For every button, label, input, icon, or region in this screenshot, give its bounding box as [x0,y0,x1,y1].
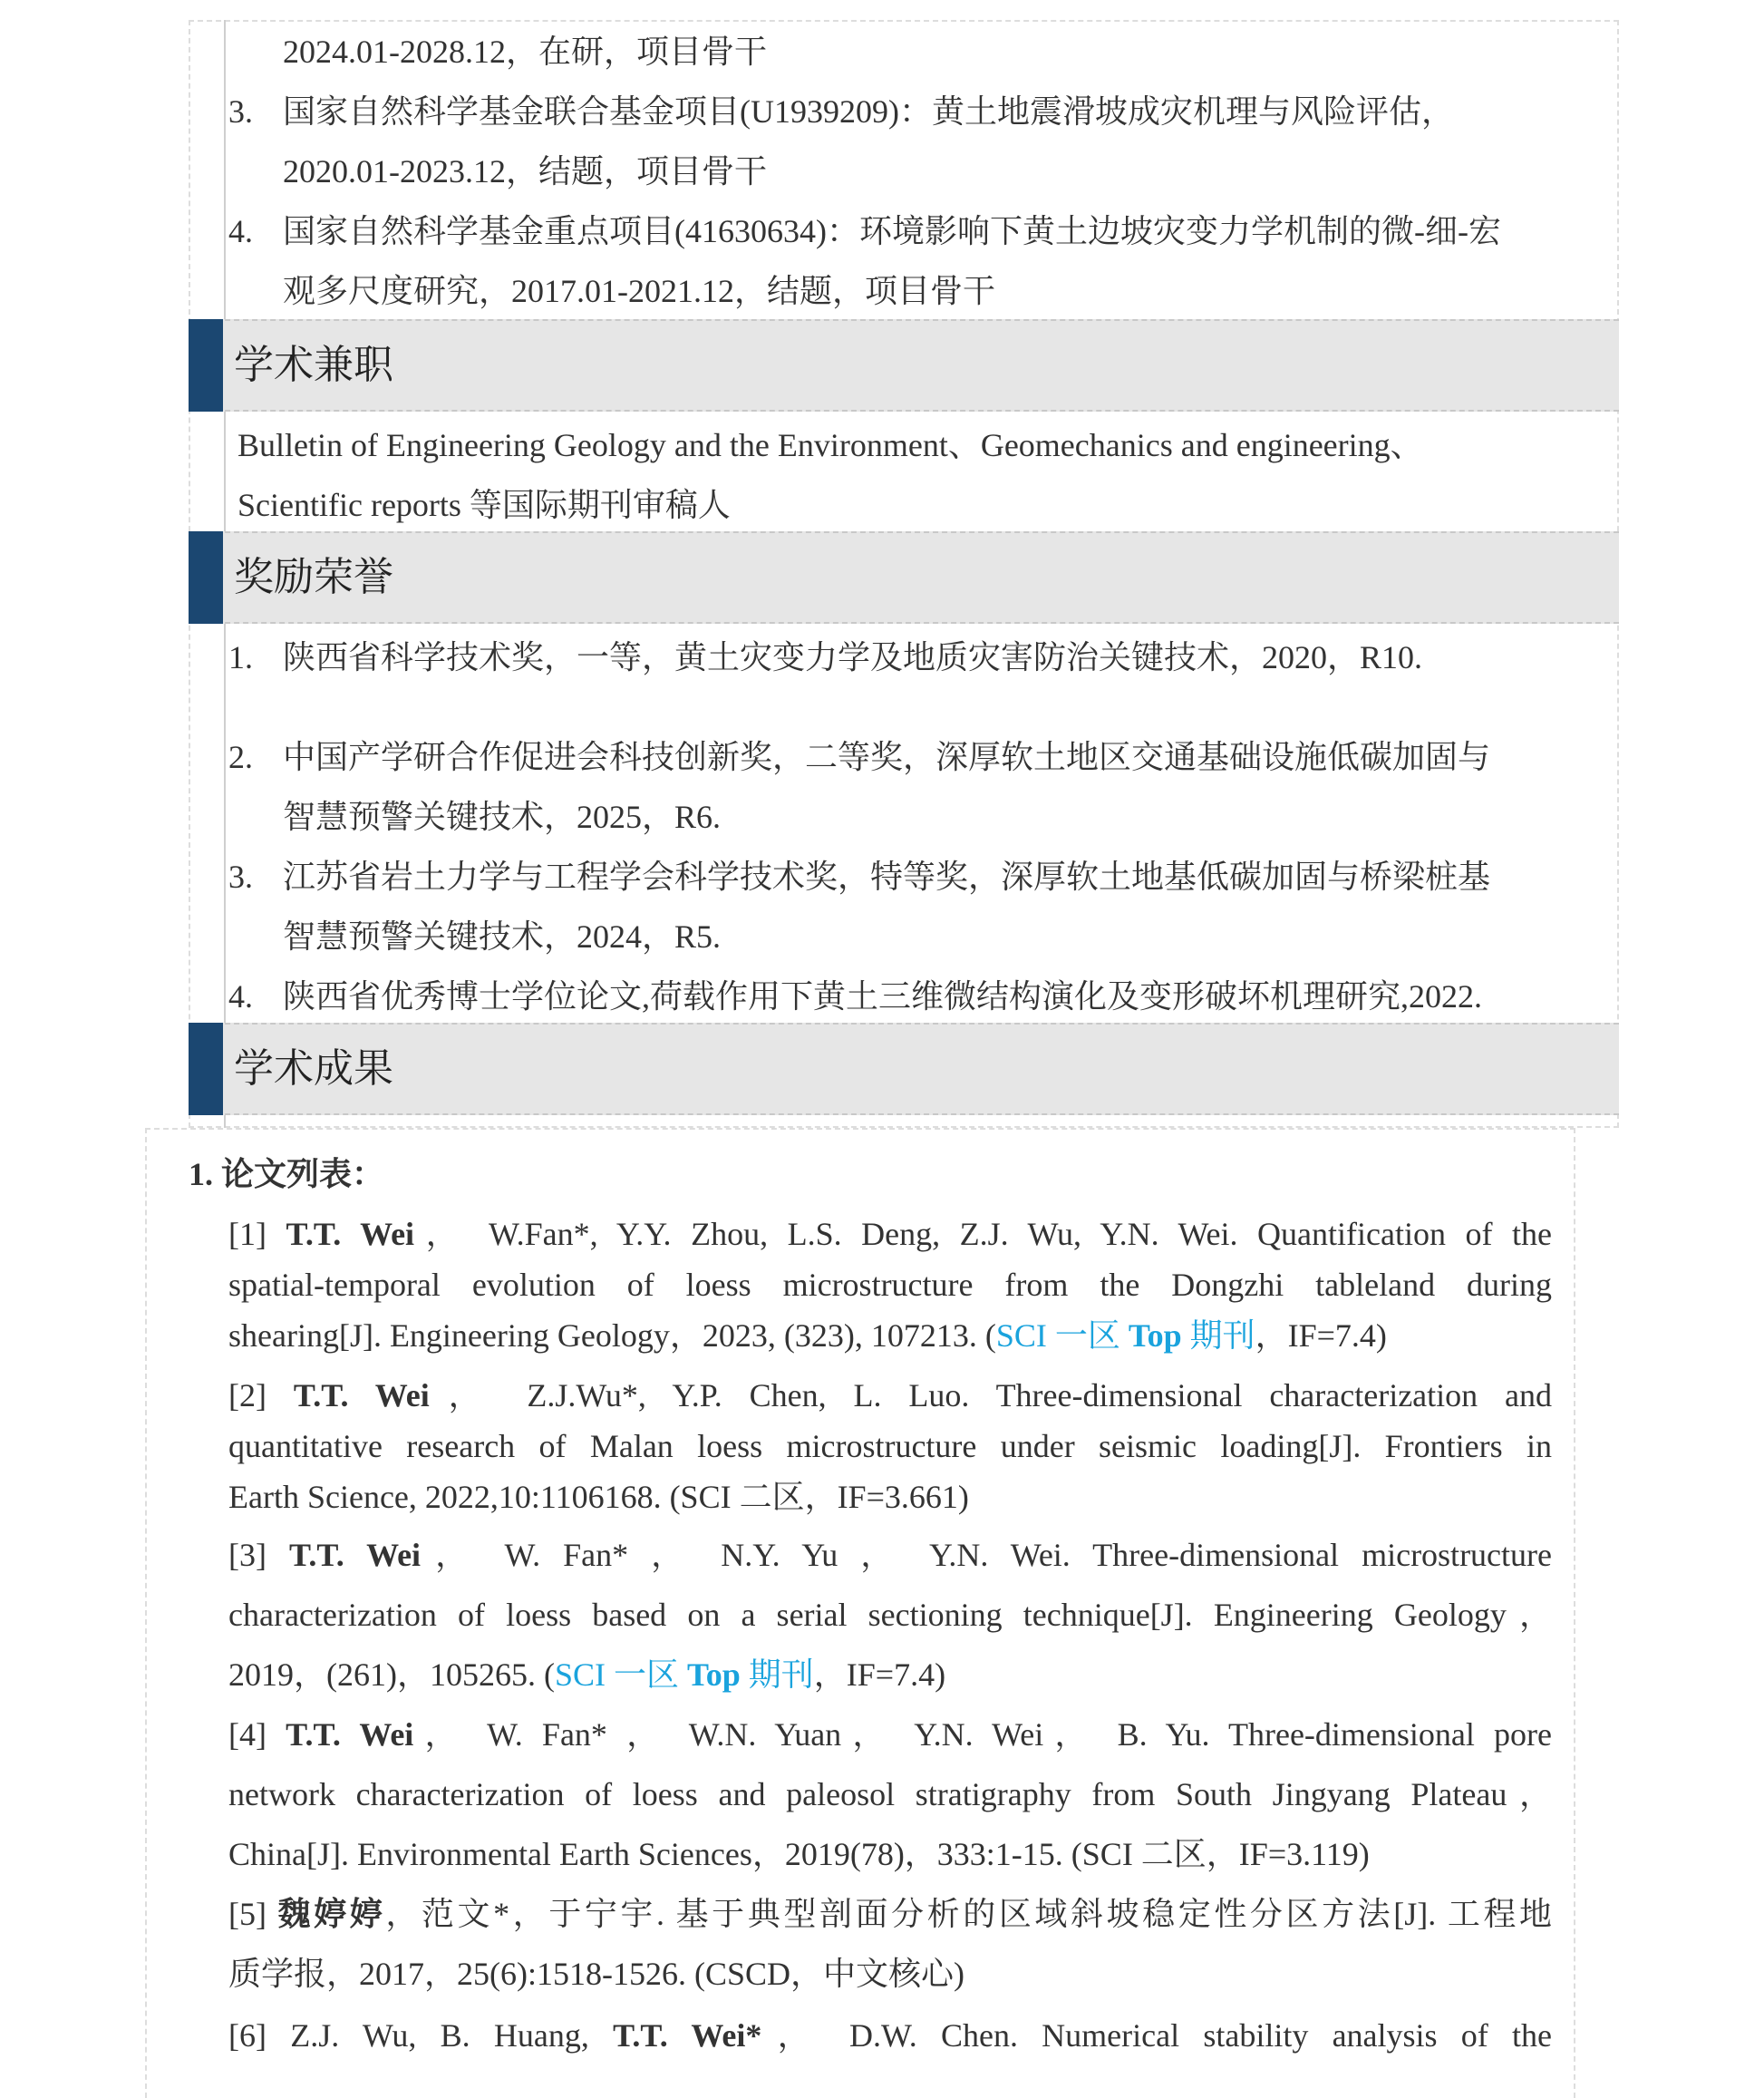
paper-author-highlight: T.T. Wei [289,1537,422,1573]
award-text: 中国产学研合作促进会科技创新奖，二等奖，深厚软土地区交通基础设施低碳加固与 [283,739,1491,775]
paper-ref: [5] [228,1896,267,1932]
paper-author-highlight: T.T. Wei [286,1216,415,1252]
paper-2-line-2: quantitative research of Malan loess microstructure under seismic loading[J]. Frontiers in [228,1428,1552,1464]
paper-text: Z.J. Wu, B. Huang, [290,2017,614,2054]
paper-2-line-3: Earth Science, 2022,10:1106168. (SCI 二区，IF=3.661) [228,1479,969,1515]
paper-text: ，范文*，于宁宇. 基于典型剖面分析的区域斜坡稳定性分区方法[J]. 工程地 [385,1896,1552,1932]
project-2-continuation: 2024.01-2028.12，在研，项目骨干 [283,34,767,70]
award-number: 1. [228,639,253,675]
award-text: 江苏省岩土力学与工程学会科学技术奖，特等奖，深厚软土地基低碳加固与桥梁桩基 [283,859,1491,895]
project-text-line1: 国家自然科学基金重点项目(41630634)：环境影响下黄土边坡灾变力学机制的微-细-宏 [283,213,1501,249]
paper-ref: [3] [228,1537,267,1573]
award-number: 2. [228,739,253,775]
paper-text: ， W. Fan* ， N.Y. Yu ， Y.N. Wei. Three-dimensional microstructure [421,1537,1552,1573]
paper-impact: ，IF=7.4) [1255,1317,1387,1354]
paper-text: ， Z.J.Wu*, Y.P. Chen, L. Luo. Three-dimensional characterization and [429,1377,1553,1413]
paper-author-highlight: T.T. Wei* [613,2017,762,2054]
paper-ref: [6] [228,2017,267,2054]
paper-1-line-2: spatial-temporal evolution of loess microstructure from the Dongzhi tableland during [228,1267,1552,1303]
publications-heading: 1. 论文列表： [189,1156,385,1192]
paper-4-line-2: network characterization of loess and paleosol stratigraphy from South Jingyang Plateau， [228,1776,1552,1812]
duties-line-2: Scientific reports 等国际期刊审稿人 [237,487,731,523]
paper-3-line-2: characterization of loess based on a serial sectioning technique[J]. Engineering Geology， [228,1597,1552,1633]
section-header-achievements [189,1023,1619,1115]
award-number: 3. [228,859,253,895]
award-item-2-line2: 智慧预警关键技术，2025，R6. [283,799,722,835]
award-item-3-line2: 智慧预警关键技术，2024，R5. [283,918,722,955]
section-accent-bar [189,1023,223,1115]
journal-rank-highlight: SCI 一区 [995,1317,1129,1354]
paper-ref: [4] [228,1716,267,1753]
section-header-awards [189,531,1619,624]
section-title: 奖励荣誉 [234,554,393,600]
award-text: 陕西省科学技术奖，一等，黄土灾变力学及地质灾害防治关键技术，2020，R10. [283,639,1423,675]
paper-ref: [1] [228,1216,267,1252]
journal-type-highlight: 期刊 [740,1656,814,1693]
paper-author-highlight: T.T. Wei [293,1377,430,1413]
paper-2-line-1 [228,1371,1552,1420]
paper-5-line-1 [228,1889,1552,1938]
project-number: 3. [228,93,253,130]
paper-1-line-1 [228,1209,1552,1258]
paper-5-line-2: 质学报，2017，25(6):1518-1526. (CSCD，中文核心) [228,1956,964,1992]
project-item-3-line2: 2020.01-2023.12，结题，项目骨干 [283,153,767,189]
award-text: 陕西省优秀博士学位论文,荷载作用下黄土三维微结构演化及变形破坏机理研究,2022. [283,978,1483,1015]
duties-line-1: Bulletin of Engineering Geology and the Environment、Geomechanics and engineering、 [237,427,1423,463]
paper-3-line-1 [228,1530,1552,1579]
project-text-line1: 国家自然科学基金联合基金项目(U1939209)：黄土地震滑坡成灾机理与风险评估， [283,93,1454,130]
paper-3-line-3 [228,1650,1552,1699]
paper-text: ， W.Fan*, Y.Y. Zhou, L.S. Deng, Z.J. Wu, Y.N. Wei. Quantification of the [414,1216,1552,1252]
project-item-4-line2: 观多尺度研究，2017.01-2021.12，结题，项目骨干 [283,273,995,309]
paper-impact: ，IF=7.4) [813,1656,946,1693]
paper-author-highlight: 魏婷婷 [277,1896,386,1932]
paper-text: 2019，(261)，105265. ( [228,1656,555,1693]
project-number: 4. [228,213,253,249]
paper-text: ， W. Fan* ， W.N. Yuan， Y.N. Wei， B. Yu. Three-dimensional pore [413,1716,1552,1753]
journal-top-highlight: Top [1128,1317,1182,1354]
paper-1-line-3 [228,1311,1552,1360]
section-accent-bar [189,319,223,412]
paper-text: shearing[J]. Engineering Geology，2023, (323), 107213. ( [228,1317,996,1354]
award-number: 4. [228,978,253,1015]
section-header-academic-duties [189,319,1619,412]
journal-rank-highlight: SCI 一区 [554,1656,687,1693]
journal-top-highlight: Top [687,1656,741,1693]
paper-4-line-3: China[J]. Environmental Earth Sciences，2019(78)，333:1-15. (SCI 二区，IF=3.119) [228,1836,1370,1872]
paper-text: ， D.W. Chen. Numerical stability analysis of the [761,2017,1553,2054]
paper-6-line-1 [228,2011,1552,2060]
paper-ref: [2] [228,1377,267,1413]
journal-type-highlight: 期刊 [1181,1317,1255,1354]
section-title: 学术成果 [234,1045,393,1092]
section-accent-bar [189,531,223,624]
paper-author-highlight: T.T. Wei [286,1716,414,1753]
section-title: 学术兼职 [234,342,393,388]
paper-4-line-1 [228,1710,1552,1759]
